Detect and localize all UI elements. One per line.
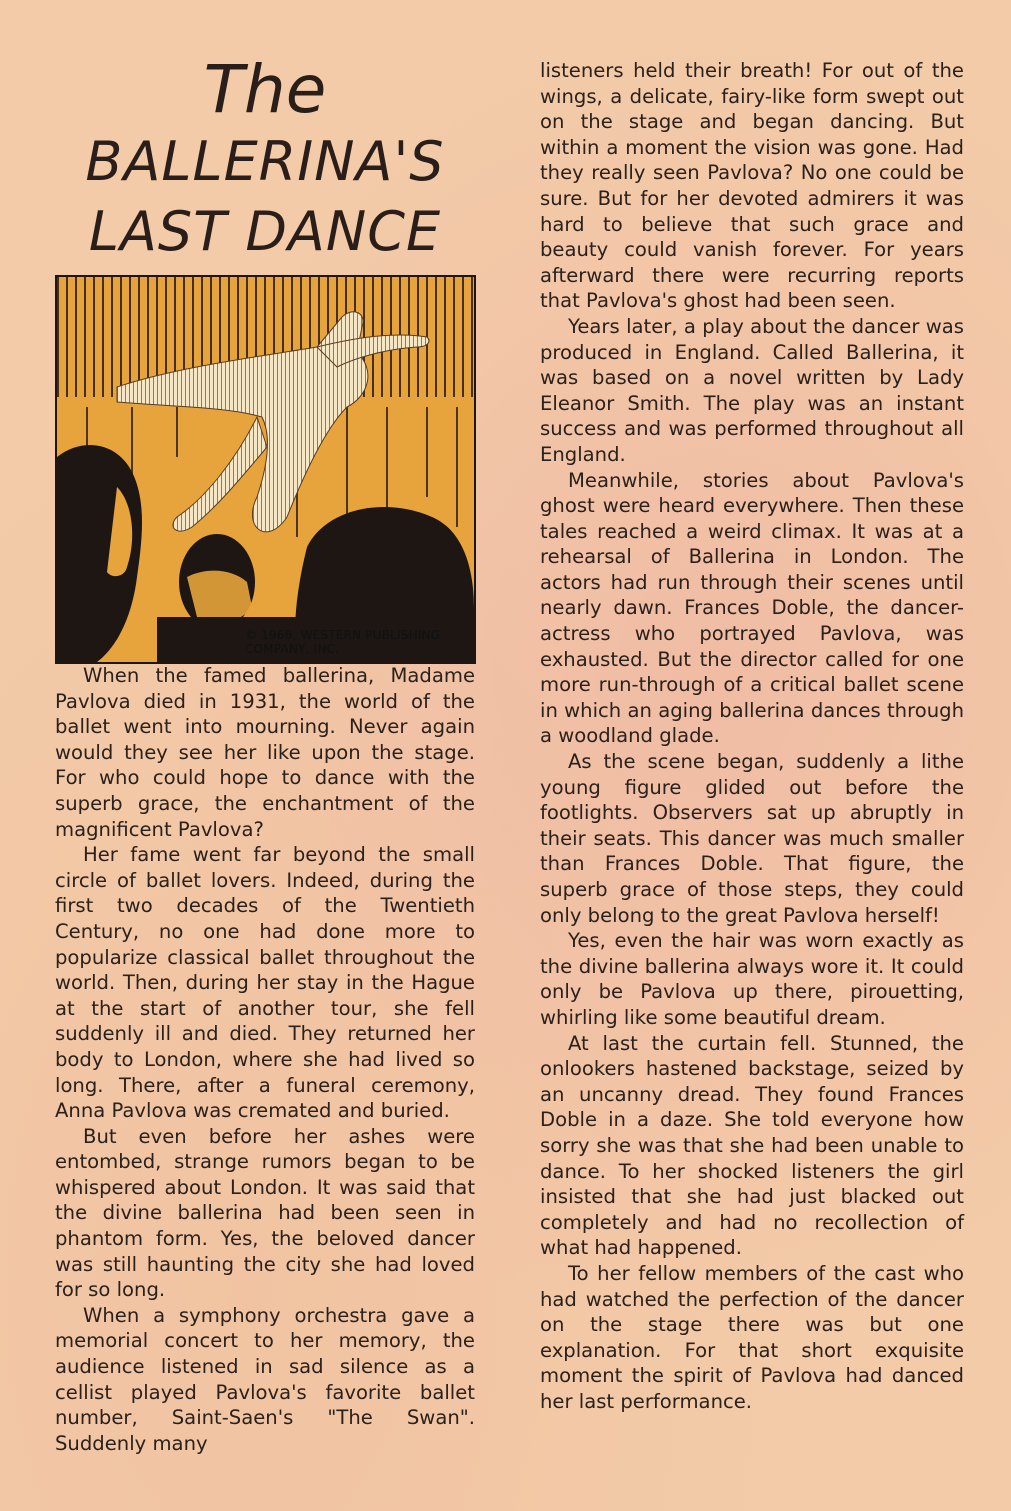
title-line-last-dance: LAST DANCE [88, 200, 442, 263]
copyright-notice: © 1968, WESTERN PUBLISHING COMPANY, INC. [245, 628, 441, 656]
paragraph: listeners held their breath! For out of the wings, a delicate, fairy-like form swept out on the stage and began dancing. But within a moment the vision was gone. Had they really seen Pavlova? No one could be sure. But for her devoted admirers it was hard to believe that such grace and beauty could vanish forever. For years afterward there were recurring reports that Pavlova's ghost had been seen. [540, 59, 964, 313]
paragraph: Her fame went far beyond the small circle of ballet lovers. Indeed, during the first two decades of the Twentieth Century, no one had done more to popularize classical ballet throughout the world. Then, during her stay in the Hague at the start of another tour, she fell suddenly ill and died. They returned her body to London, where she had lived so long. There, after a funeral ceremony, Anna Pavlova was cremated and buried. [55, 843, 475, 1123]
paragraph: When a symphony orchestra gave a memorial concert to her memory, the audience listened in sad silence as a cellist played Pavlova's favorite ballet number, Saint-Saen's "The Swan". Suddenly many [55, 1303, 475, 1455]
paragraph: To her fellow members of the cast who had watched the perfection of the dancer on the stage there was but one explanation. For that short exquisite moment the spirit of Pavlova had danced her last performance. [540, 1261, 964, 1413]
paragraph: When the famed ballerina, Madame Pavlova died in 1931, the world of the ballet went into mourning. Never again would they see her like upon the stage. For who could hope to dance with the superb grace, the enchantment of the magnificent Pavlova? [55, 664, 475, 841]
illustration-artwork [57, 277, 474, 662]
story-title [55, 51, 475, 270]
paragraph: Meanwhile, stories about Pavlova's ghost were heard everywhere. Then these tales reached a weird climax. It was at a rehearsal of Ballerina in London. The actors had run through their scenes until nearly dawn. Frances Doble, the dancer-actress who portrayed Pavlova, was exhausted. But the director called for one more run-through of a critical ballet scene in which an aging ballerina dances through a woodland glade. [540, 468, 964, 748]
paragraph: As the scene began, suddenly a lithe young figure glided out before the footlights. Observers sat up abruptly in their seats. This dancer was much smaller than Frances Doble. That figure, the superb grace of those steps, they could only belong to the great Pavlova herself! [540, 750, 964, 927]
left-text-column [55, 663, 475, 1456]
title-line-the: The [203, 51, 327, 128]
paragraph: Years later, a play about the dancer was produced in England. Called Ballerina, it was based on a novel written by Lady Eleanor Smith. The play was an instant success and was performed throughout all England. [540, 314, 964, 466]
paragraph: But even before her ashes were entombed, strange rumors began to be whispered about London. It was said that the divine ballerina had been seen in phantom form. Yes, the beloved dancer was still haunting the city she had loved for so long. [55, 1124, 475, 1302]
ghost-dancer-illustration [55, 275, 476, 664]
title-line-ballerinas: BALLERINA'S [85, 130, 445, 193]
paragraph: Yes, even the hair was worn exactly as the divine ballerina always wore it. It could only be Pavlova up there, pirouetting, whirling like some beautiful dream. [540, 929, 964, 1029]
right-text-column [540, 58, 964, 1414]
paragraph: At last the curtain fell. Stunned, the onlookers hastened backstage, seized by an uncanny dread. They found Frances Doble in a daze. She told everyone how sorry she was that she had been unable to dance. To her shocked listeners the girl insisted that she had just blacked out completely and had no recollection of what had happened. [540, 1031, 964, 1260]
